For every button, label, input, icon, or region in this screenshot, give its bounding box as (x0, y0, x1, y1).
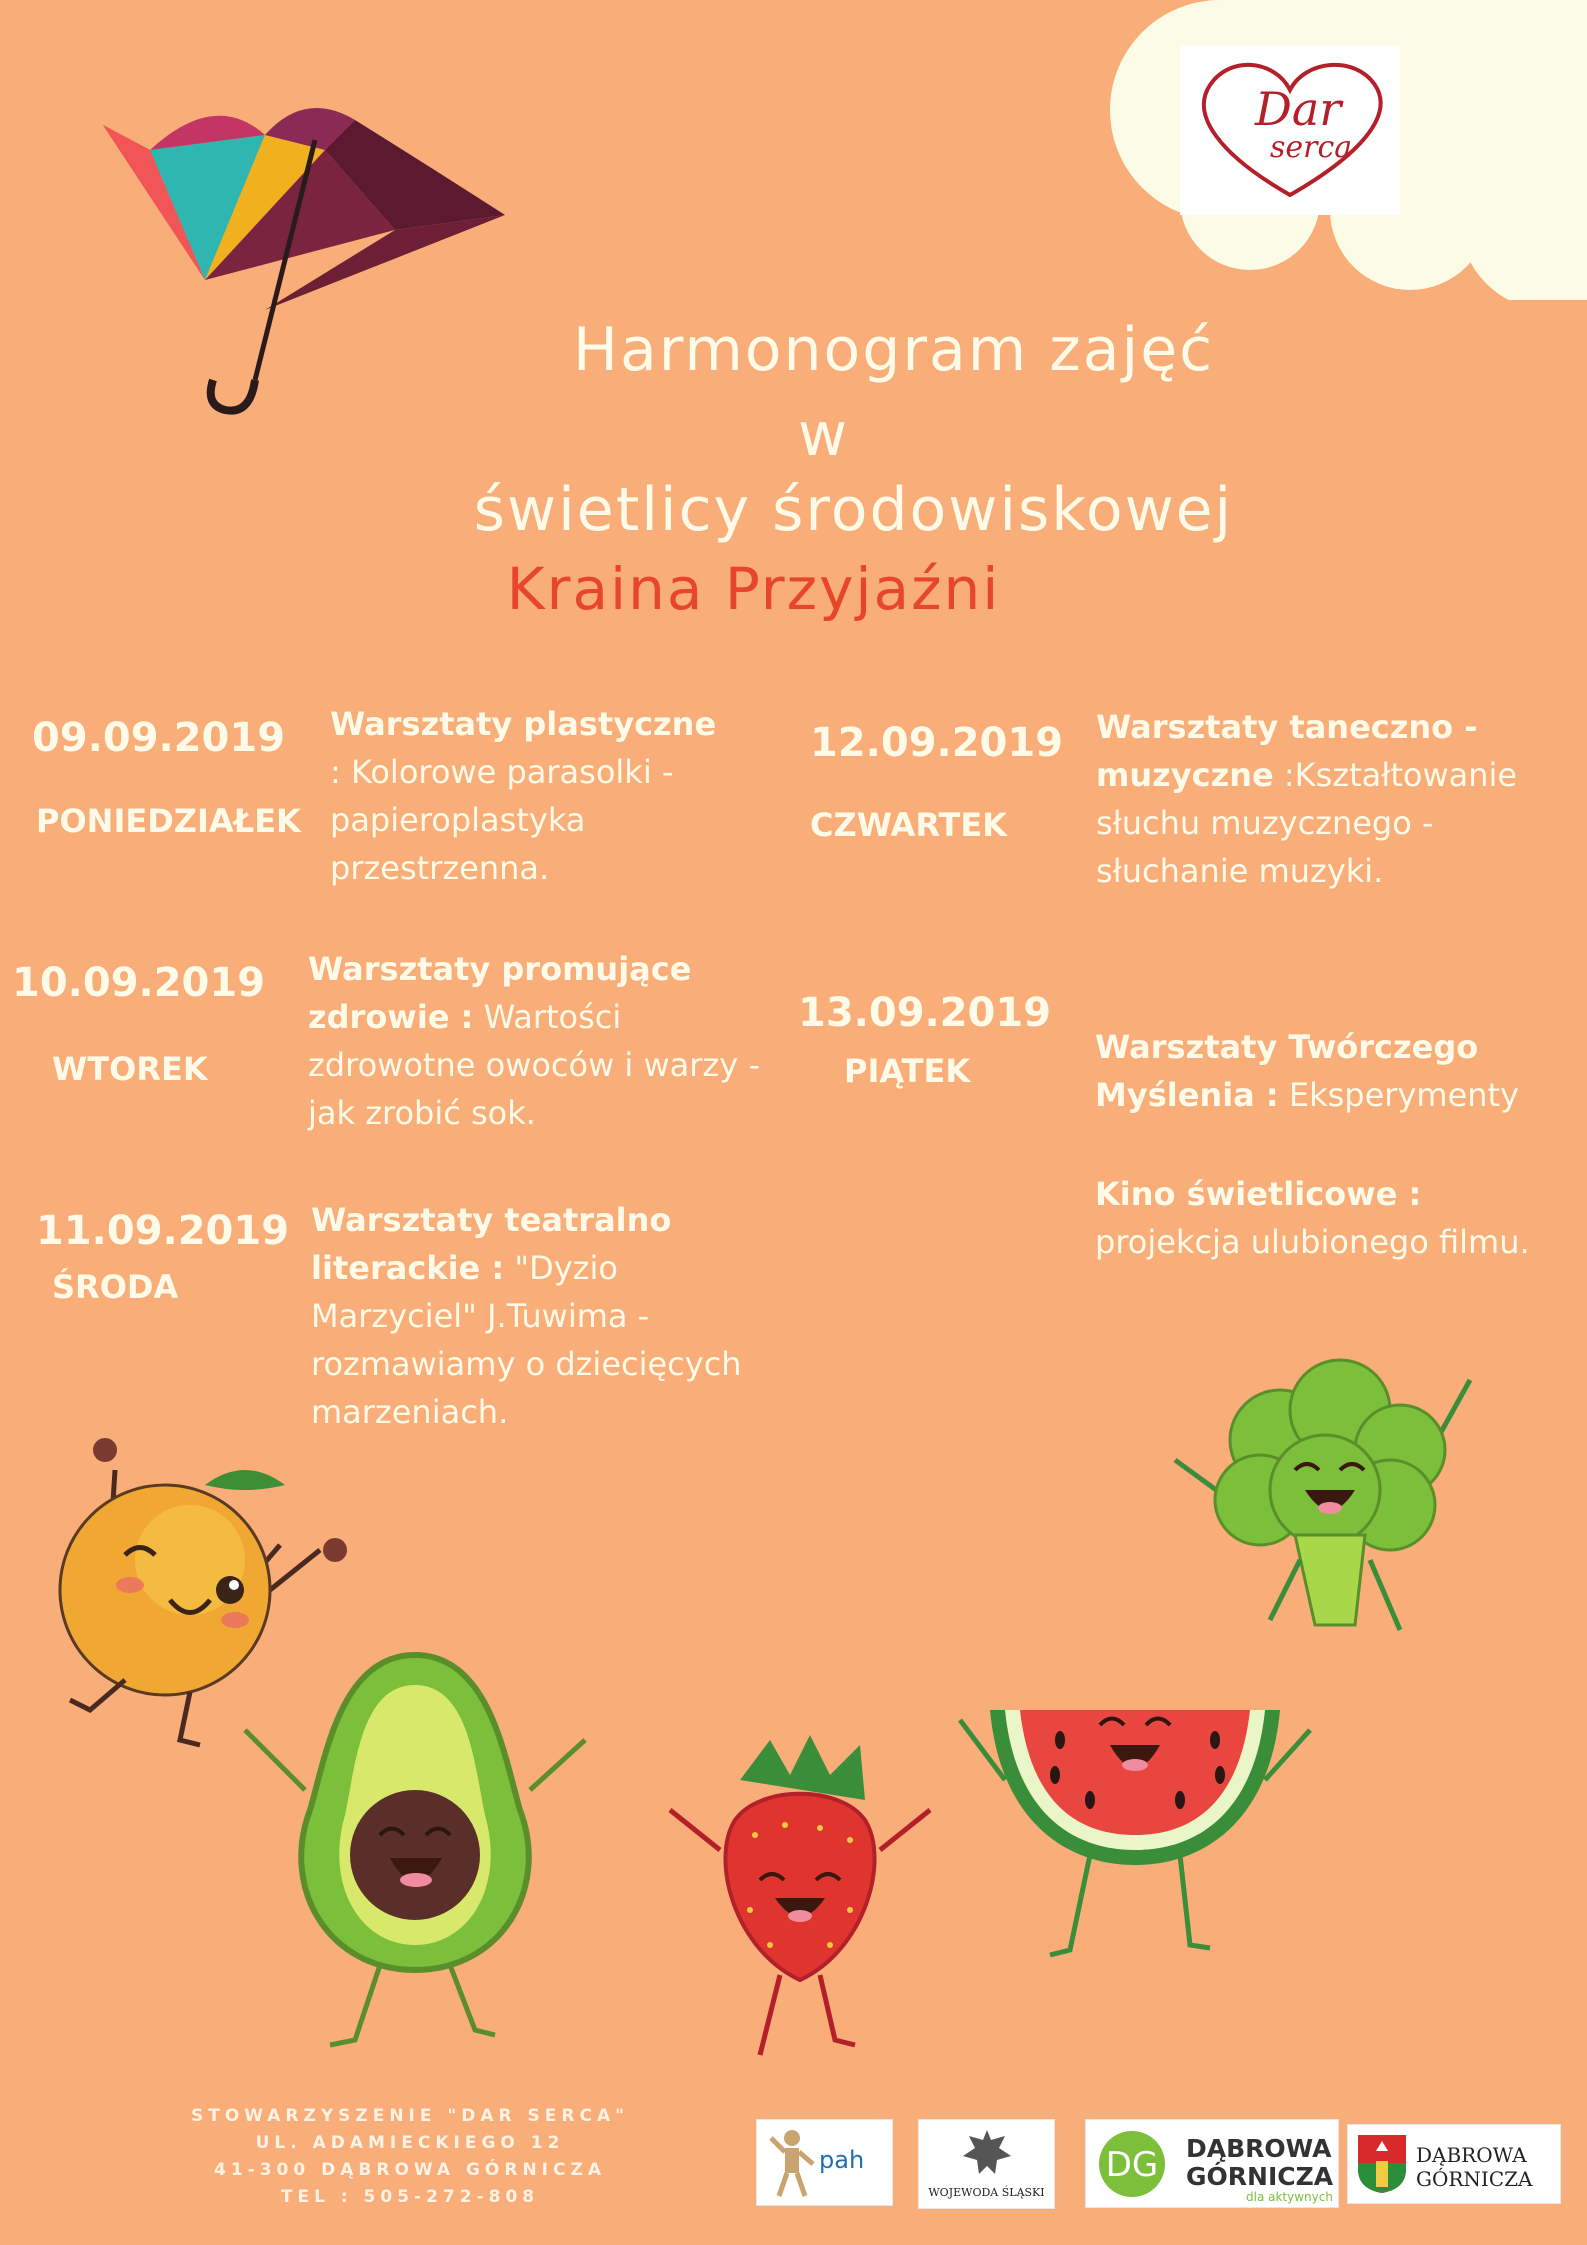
page-title-line1: Harmonogram zajęć (572, 315, 1215, 385)
date-tuesday: 10.09.2019 (12, 960, 266, 1006)
dg-line2: GÓRNICZA (1186, 2162, 1334, 2191)
date-thursday: 12.09.2019 (810, 720, 1064, 766)
activity-text: :Kształtowanie słuchu muzycznego - słuchanie muzyki. (1096, 756, 1518, 890)
activity-title: Kino świetlicowe : (1095, 1175, 1422, 1213)
activity-text: : Kolorowe parasolki - papieroplastyka przestrzenna. (330, 753, 674, 887)
wojewoda-text: WOJEWODA ŚLĄSKI (928, 2186, 1045, 2199)
dg-tagline: dla aktywnych (1246, 2190, 1333, 2204)
date-friday: 13.09.2019 (798, 990, 1052, 1036)
dg-emblem-icon (1092, 2128, 1172, 2200)
figure-icon (767, 2128, 817, 2198)
logo-text-dar: Dar (1255, 82, 1342, 136)
date-wednesday: 11.09.2019 (36, 1208, 290, 1254)
activity-text: Wartości zdrowotne owoców i warzy - jak zrobić sok. (308, 998, 760, 1132)
svg-text:DG: DG (1105, 2145, 1159, 2185)
activity-title: Warsztaty teatralno literackie : (311, 1201, 672, 1287)
date-monday: 09.09.2019 (32, 715, 286, 761)
day-thursday: CZWARTEK (810, 806, 1007, 844)
activity-monday (330, 700, 720, 892)
avocado-character-illustration (230, 1630, 610, 2050)
pah-text: pah (819, 2146, 865, 2174)
wojewoda-logo (918, 2119, 1055, 2209)
activity-text: "Dyzio Marzyciel" J.Tuwima - rozmawiamy o dziecięcych marzeniach. (311, 1249, 742, 1431)
dar-serca-logo (1180, 45, 1400, 215)
page-title-line2: w (797, 400, 850, 470)
dg2-line2: GÓRNICZA (1416, 2167, 1533, 2191)
city-crest-icon (1356, 2133, 1408, 2195)
dg-line1: DĄBROWA (1186, 2134, 1332, 2163)
footer-org: STOWARZYSZENIE "DAR SERCA" (190, 2106, 629, 2126)
dg2-line1: DĄBROWA (1416, 2143, 1527, 2167)
broccoli-character-illustration (1170, 1350, 1480, 1650)
footer-address (180, 2103, 640, 2211)
footer-city: 41-300 DĄBROWA GÓRNICZA (214, 2160, 606, 2180)
activity-friday (1095, 1023, 1555, 1119)
footer-street: UL. ADAMIECKIEGO 12 (255, 2133, 565, 2153)
activity-tuesday (308, 945, 768, 1137)
dabrowa-gornicza-logo (1085, 2119, 1339, 2208)
activity-text: projekcja ulubionego filmu. (1095, 1223, 1530, 1261)
activity-title: Warsztaty Twórczego Myślenia : (1095, 1028, 1479, 1114)
page-title-line3: świetlicy środowiskowej (473, 475, 1234, 545)
strawberry-character-illustration (660, 1720, 940, 2060)
activity-title: Warsztaty promujące zdrowie : (308, 950, 692, 1036)
day-wednesday: ŚRODA (52, 1268, 179, 1306)
activity-title: Warsztaty taneczno - muzyczne (1096, 708, 1478, 794)
activity-thursday (1096, 703, 1536, 895)
activity-text: Eksperymenty (1288, 1076, 1520, 1114)
footer-phone: TEL : 505-272-808 (280, 2187, 540, 2207)
logo-text-serca: serca (1270, 130, 1353, 165)
eagle-emblem-icon (961, 2126, 1013, 2182)
day-friday: PIĄTEK (844, 1052, 971, 1090)
page-subtitle: Kraina Przyjaźni (506, 555, 1001, 623)
dabrowa-gornicza-crest-logo (1347, 2124, 1561, 2204)
pah-logo (756, 2119, 893, 2206)
activity-title: Warsztaty plastyczne (330, 705, 717, 743)
watermelon-character-illustration (950, 1690, 1320, 2020)
activity-friday-cinema (1095, 1170, 1555, 1266)
day-tuesday: WTOREK (52, 1050, 208, 1088)
activity-wednesday (311, 1196, 751, 1436)
day-monday: PONIEDZIAŁEK (36, 802, 301, 840)
